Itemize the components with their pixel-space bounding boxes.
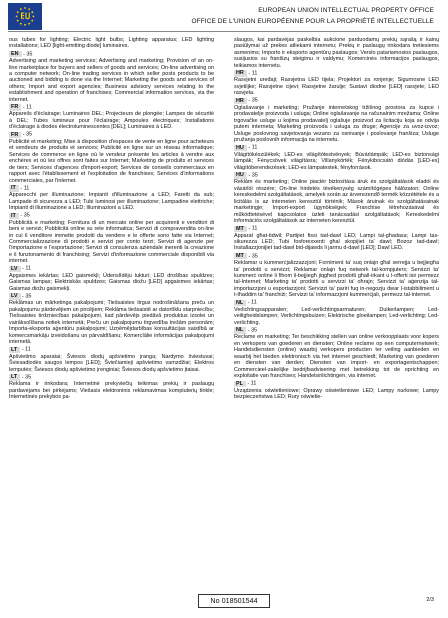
nice-class-number: 35 bbox=[25, 374, 32, 381]
language-class-heading bbox=[9, 265, 214, 272]
separator: - bbox=[18, 185, 24, 192]
nice-class-number: 11 bbox=[26, 104, 32, 111]
language-code-badge bbox=[234, 381, 246, 387]
separator: - bbox=[20, 346, 26, 353]
language-class-heading bbox=[234, 253, 439, 260]
goods-services-text: Urządzenia oświetleniowe; Oprawy oświetleniowe LED; Lampy nurkowe; Lampy bezpieczeństwa LED; Rury oświetle- bbox=[234, 387, 439, 401]
language-code: HU bbox=[236, 144, 244, 151]
language-code-badge bbox=[234, 300, 246, 306]
language-code-badge bbox=[234, 145, 247, 151]
language-code-badge bbox=[9, 266, 21, 272]
language-class-heading bbox=[9, 185, 214, 192]
separator: - bbox=[246, 97, 252, 104]
nice-class-number: 11 bbox=[25, 346, 31, 353]
language-class-heading bbox=[9, 104, 214, 111]
language-code-badge bbox=[9, 213, 19, 219]
separator: - bbox=[246, 327, 252, 334]
language-code-badge bbox=[234, 172, 247, 178]
language-class-heading bbox=[234, 70, 439, 77]
goods-services-text: Oglašavanje i marketing; Pružanje internetskog tržišnog prostora za kupce i prodavatelje proizvoda i usluga; Online oglašavanje na računalnim mrežama; Online trgovačke usluge u kojima prodavatelj oglašuje proizvod za licitaciju koja se odvija putem interneta; Marketing proizvoda i usluga za druge; Agencije za uvoz-izvoz; Usluge poslovnog savjetovanja vezano za osnivanje i poslovanje franšiza; Usluge pružanja poslovnih informacija na internetu. bbox=[234, 104, 439, 144]
nice-class-number: 35 bbox=[251, 97, 258, 104]
language-code-badge bbox=[9, 374, 20, 380]
separator: - bbox=[245, 380, 251, 387]
language-code: EN bbox=[11, 51, 19, 57]
header-divider bbox=[8, 31, 440, 32]
language-code-badge bbox=[9, 293, 21, 299]
language-class-heading bbox=[9, 293, 214, 300]
registration-number: No 018501544 bbox=[198, 594, 270, 608]
language-code: MT bbox=[236, 225, 244, 232]
separator: - bbox=[21, 131, 27, 138]
language-class-heading bbox=[234, 327, 439, 334]
goods-services-text: Advertising and marketing services; Advertising and marketing; Provision of an on-line marketplace for buyers and sellers of goods and services; On-line advertising on a computer network; On-line trading services in which seller posts products to be auctioned and bidding is done via the Internet; Marketing the goods and services of others; Import and export agencies; Business advisory services relating to the establishment and operation of franchises; Commercial information services, via the internet. bbox=[9, 58, 214, 103]
separator: - bbox=[246, 225, 252, 232]
language-code: NL bbox=[236, 299, 244, 306]
language-code-badge bbox=[234, 98, 247, 104]
separator: - bbox=[246, 253, 252, 260]
goods-services-text: Apgaismes iekārtas; LED gaismekļi; Ūdenslīdēju lukturi; LED drošības spuldzes; Gaismas lampas; Elektriskās spuldzes; Gaismas diožu [LED] apgaismes iekārtas; Gaismas diožu gaismekļi. bbox=[9, 272, 214, 292]
left-column bbox=[9, 37, 214, 567]
language-code: HU bbox=[236, 172, 244, 179]
goods-services-text: Appareils d'éclairage; Luminaires DEL; Projecteurs de plongée; Lampes de sécurité à DEL; Tubes lumineux pour l'éclairage; Ampoules électriques; Installations d'éclairage à diodes électroluminescentes [DEL]; Luminaires à LED. bbox=[9, 111, 214, 131]
language-code-badge bbox=[234, 70, 247, 76]
nice-class-number: 35 bbox=[251, 172, 258, 179]
separator: - bbox=[21, 51, 27, 57]
separator: - bbox=[18, 212, 24, 219]
language-class-heading bbox=[9, 51, 214, 58]
nice-class-number: 11 bbox=[23, 185, 30, 192]
language-class-heading bbox=[9, 374, 214, 381]
language-code: LT bbox=[11, 374, 18, 381]
separator: - bbox=[246, 172, 252, 179]
language-code: HR bbox=[236, 97, 244, 104]
language-code: LT bbox=[11, 346, 18, 353]
language-class-heading bbox=[234, 380, 439, 387]
language-code: IT bbox=[11, 185, 16, 192]
office-name-fr: OFFICE DE L'UNION EUROPÉENNE POUR LA PROPRIÉTÉ INTELLECTUELLE bbox=[191, 18, 434, 25]
language-code-badge bbox=[234, 226, 247, 232]
language-class-heading bbox=[234, 97, 439, 104]
goods-services-text: Verlichtingsapparaten; Led-verlichtingsarmaturen; Duikerlampen; Led-veiligheidslampen; Verlichtingsbuizen; Elektrische gloeilampen; Led-verlichting; Led-verlichting. bbox=[234, 306, 439, 326]
nice-class-number: 35 bbox=[25, 293, 32, 300]
nice-class-number: 11 bbox=[251, 70, 258, 77]
language-code: FR bbox=[11, 104, 19, 111]
goods-services-text: ous tubes for lighting; Electric light bulbs; Lighting apparatus; LED lighting installations; LED [light-emitting diode] luminaires. bbox=[9, 37, 214, 50]
goods-services-text: Apšvietimo aparatai; Šviesos diodų apšvietimo įranga; Nardymo šviestuvai; Šviesadiodės saugos lempos [LED]; Šviečiamieji apšvietimo vamzdžiai; Elektros lemputės; Šviesos diodų apšvietimo įrenginiai; Šviesos diodų apšvietimo įtaisai. bbox=[9, 353, 214, 373]
language-code-badge bbox=[234, 327, 246, 333]
goods-services-text: Világítókészülékek; LED-es világítótestvények; Búvárlámpák; LED-es biztonsági lámpák; Fénycsövek világításra; Villanykörték; Fénykibocsátó diódás [LED-es] világítóberendezések; LED-es lámpatestek, fényforrások. bbox=[234, 151, 439, 171]
separator: - bbox=[246, 70, 252, 77]
language-code: FR bbox=[11, 131, 19, 138]
goods-services-text: slaugos, kai pardavėjas paskelbia aukcione parduodamų prekių sąrašą ir kainų pasiūlymai už prekes atliekami internetu; Prekių ir paslaugų rinkodara tretiesiems asmenims; Importo ir eksporto agentūrų paslaugos; Verslo patariamosios paslaugos, susijusios su franšizų steigimu ir valdymu; Komercinės informacijos paslaugos, teikiamos internetu. bbox=[234, 37, 439, 69]
goods-services-text: Pubblicità e marketing; Fornitura di un mercato online per acquirenti e venditori di beni e servizi; Pubblicità online su rete informatica; Servizi di compravendita on-line in cui il venditore immette prodotti da vendere e le offerte sono fatte via Internet; Commercializzazione di prodotti e servizi per conto terzi; Servizi di agenzie per l'importazione e l'esportazione; Servizi di consulenza aziendale inerenti la creazione e il funzionamento di franchising; Servizi d'informazione commerciale disponibili via internet. bbox=[9, 219, 214, 265]
language-code: PL bbox=[236, 380, 243, 387]
language-code-badge bbox=[9, 132, 21, 138]
nice-class-number: 11 bbox=[251, 225, 258, 232]
goods-services-text: Reklāmas un mārketinga pakalpojumi; Tiešsaistes tirgus nodrošināšana preču un pakalpojumu pārdevējiem un pircējiem; Reklāma tiešsaistē ar datortīklu starpniecību; Tiešsaistes tirdzniecības pakalpojumi, kad pārdevējs piedāvā produktus izsolei un vairāksolīšana notiek internetā; Preču un pakalpojumu tirgvedība trešām personām; Importa-eksporta aģentūru pakalpojumi; Uzņēmējdarbības konsultācijas saistībā ar komercsmarkāju izveidošanu un pārvaldīšanu; Komercīālie informācijas pakalpojumi internetā. bbox=[9, 300, 214, 346]
language-code: HR bbox=[236, 70, 244, 77]
language-code-badge bbox=[9, 51, 22, 57]
goods-services-text: Apparecchi per illuminazione; Impianti d'illuminazione a LED; Faretti da sub; Lampade di sicurezza a LED; Tubi luminosi per illuminazione; Lampadine elettriche; Impianti di illuminazione a LED; Illuminazioni a LED. bbox=[9, 192, 214, 212]
language-code: LV bbox=[11, 265, 18, 272]
language-class-heading bbox=[9, 131, 214, 138]
language-code: IT bbox=[11, 212, 16, 219]
nice-class-number: 11 bbox=[251, 144, 258, 151]
page-number: 2/3 bbox=[426, 597, 434, 603]
goods-services-text: Reklamar u kummerċjalizzazzjoni; Forniment ta' suq onlajn għal xerrejja u bejjiegħa ta' prodotti u servizzi; Reklamar onlajn fuq network tal-kompjuters; Servizzi ta' kummerċ online li fihom il-bejjiegħ jiqgħed prodotti għall-irkant u l-offerti isir permezz tal-Internet; Marketing ta' prodotti u servizzi ta' oħrajn; Servizzi ta' aġenzija tal-importazzjoni u esportazzjoni; Servizzi ta' pariri fuq in-negozju dwar l-istabbiliment u t-tħaddim ta' franchiżi; Servizzi ta' informazzjoni kummerċjali, permezz tal-internet. bbox=[234, 260, 439, 299]
separator: - bbox=[20, 374, 26, 381]
nice-class-number: 11 bbox=[250, 380, 257, 387]
language-class-heading bbox=[234, 225, 439, 232]
nice-class-number: 11 bbox=[25, 265, 32, 272]
language-code-badge bbox=[9, 185, 19, 191]
goods-services-text: Publicité et marketing; Mise à disposition d'espaces de vente en ligne pour acheteurs et vendeurs de produits et services; Publicité en ligne sur un réseau informatique; Services de commerce en ligne où le vendeur présente les articles à vendre aux enchères et où les offres sont faites sur Internet; Marketing de produits et services de tiers; Services d'agences d'import-export; Services de conseils commerciaux en rapport avec l'établissement et l'exploitation de franchises; Services d'informations commerciales, par l'internet. bbox=[9, 138, 214, 184]
language-code-badge bbox=[9, 347, 20, 353]
language-class-heading bbox=[9, 346, 214, 353]
language-code: LV bbox=[11, 293, 18, 300]
goods-services-text: Apparat għat-tidwil; Partijiet fissi tad-dawl LED; Lampi tal-għadasa; Lampi tas-sikurezza LED; Tubi fosforexxenti għal skopijiet ta' dawl; Bozoz tad-dawl; Installazzjonijiet tad-dawl bid-dijawds li jarmu d-dawl [LED]; Dawl LED. bbox=[234, 232, 439, 252]
goods-services-text: Reklama ir rinkodara; Internetinė prekyviečių teikimas prekių ir paslaugų pardavėjams bei pirkėjams; Viešasis elektroninis reklamavimas kompiuterių tinkle; Internetinės prekybos pa- bbox=[9, 381, 214, 401]
separator: - bbox=[20, 293, 26, 300]
goods-services-text: Reclame en marketing; Ter beschikking stellen van online verkoopplaats voor kopers en verkopers van goederen en diensten; Online reclame op een computernetwerk; Handelsdiensten (online) waarbij verkopers producten ter veiling aanbieden en waarbij het bieden elektronisch via het internet geschiedt; Marketing van goederen en diensten van derden; Diensten van import- en exportagentschappen; Commercieel-zakelijke bedrijfsadvisering met betrekking tot de oprichting en exploitatie van franchises; Handelsinlichtingen, via internet. bbox=[234, 334, 439, 380]
nice-class-number: 35 bbox=[26, 131, 33, 138]
language-class-heading bbox=[234, 144, 439, 151]
nice-class-number: 35 bbox=[26, 51, 33, 57]
goods-services-text: Reklám és marketing; Online piactér biztosítása áruk és szolgáltatások eladói és vásárlói részére; On-line hirdetés tévékenység számítógépes hálózaton; Online kereskedelmi szolgáltatások, amelyek során az árverezendő termék közzététele és a licitálás is az interneten keresztül történik; Mások áruinak és szolgáltatásainak marketingje; Import-export ügynökségek; Franchise létrehozásával és működtetésével kapcsolatos üzleti tanácsadási szolgáltatások; Kereskedelmi információs szolgáltatások az interneten keresztül. bbox=[234, 179, 439, 224]
language-class-heading bbox=[234, 299, 439, 306]
nice-class-number: 35 bbox=[251, 327, 258, 334]
right-column bbox=[234, 37, 439, 567]
language-code-badge bbox=[9, 104, 21, 110]
language-code: NL bbox=[236, 327, 244, 334]
separator: - bbox=[21, 104, 27, 111]
nice-class-number: 35 bbox=[23, 212, 30, 219]
language-code-badge bbox=[234, 253, 247, 259]
language-class-heading bbox=[234, 172, 439, 179]
separator: - bbox=[246, 144, 252, 151]
separator: - bbox=[246, 299, 252, 306]
language-class-heading bbox=[9, 212, 214, 219]
language-code: MT bbox=[236, 253, 244, 260]
office-name-en: EUROPEAN UNION INTELLECTUAL PROPERTY OFFICE bbox=[258, 7, 434, 14]
eu-flag-icon bbox=[8, 3, 42, 30]
goods-services-text: Rasvjetni uređaji; Rasvjetna LED tijela; Projektori za ronjenje; Sigurnosne LED svjetiljke; Rasvjetne cijevi; Rasvjetne žarulje; Sustavi diodne [LED] rasvjete; LED rasvjeta. bbox=[234, 77, 439, 97]
separator: - bbox=[20, 265, 26, 272]
nice-class-number: 11 bbox=[251, 299, 257, 306]
page-header bbox=[0, 0, 448, 40]
nice-class-number: 35 bbox=[251, 253, 258, 260]
